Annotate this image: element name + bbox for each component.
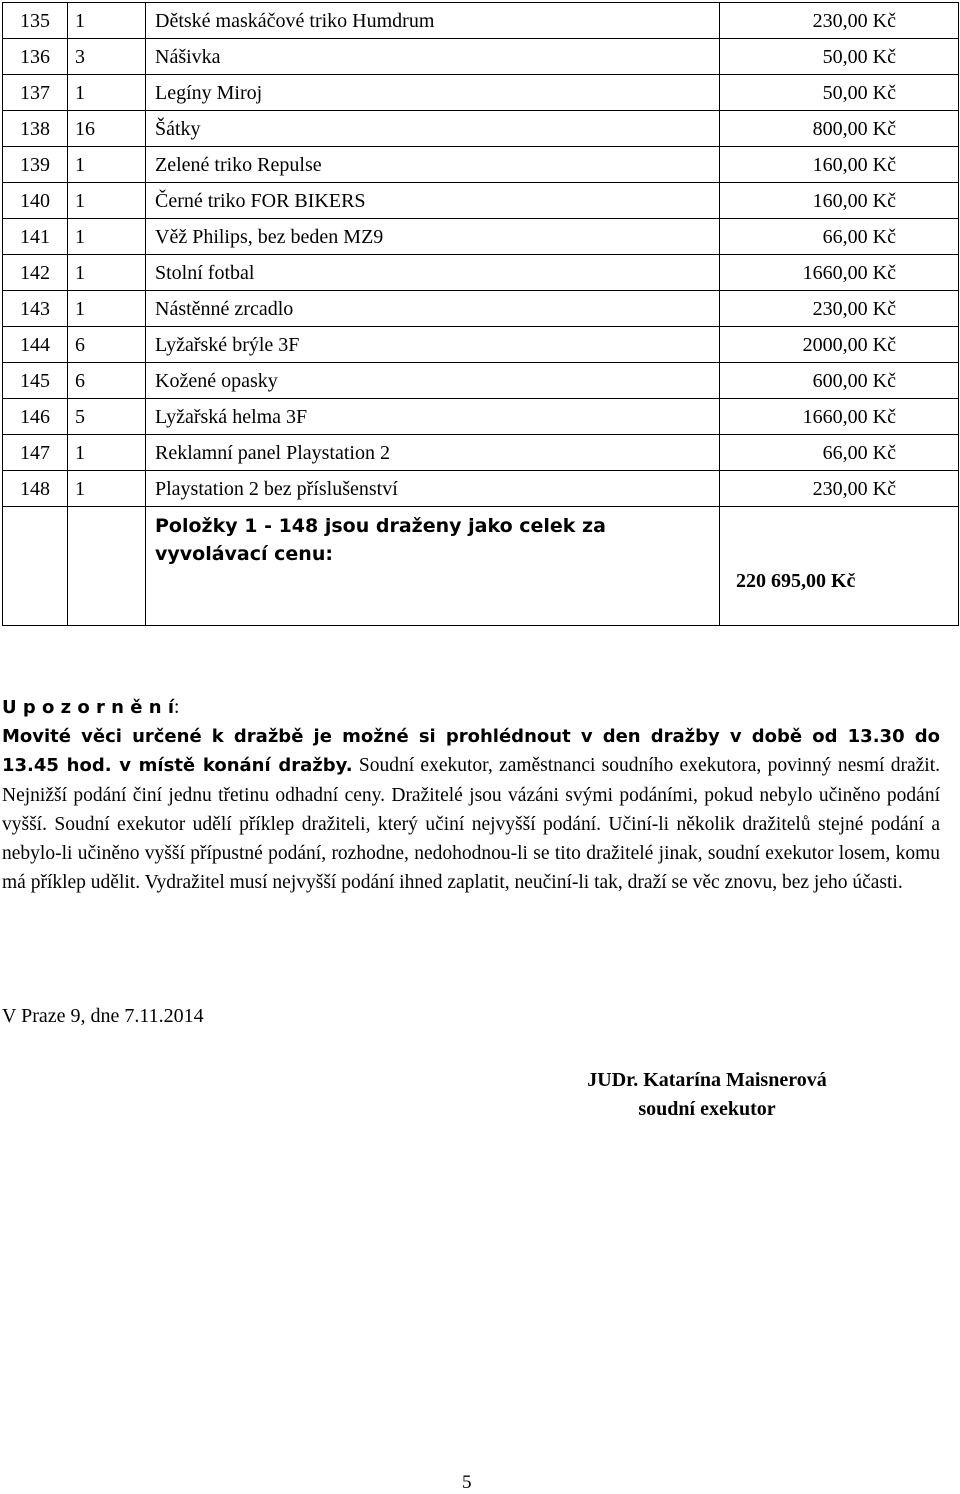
- item-price: 800,00 Kč: [720, 111, 959, 147]
- item-quantity: 1: [68, 183, 146, 219]
- summary-label: Položky 1 - 148 jsou draženy jako celek za vyvolávací cenu:: [146, 507, 720, 626]
- signature-name: JUDr. Katarína Maisnerová: [587, 1069, 827, 1091]
- summary-empty-cell: [68, 507, 146, 626]
- item-quantity: 1: [68, 3, 146, 39]
- item-number: 140: [3, 183, 68, 219]
- item-number: 143: [3, 291, 68, 327]
- page-number: 5: [462, 1472, 472, 1493]
- items-table-body: [3, 3, 959, 507]
- signature-block: [556, 1066, 858, 1124]
- table-row: [3, 363, 959, 399]
- item-quantity: 16: [68, 111, 146, 147]
- item-price: 2000,00 Kč: [720, 327, 959, 363]
- item-description: Nášivka: [146, 39, 720, 75]
- item-description: Šátky: [146, 111, 720, 147]
- table-row: [3, 219, 959, 255]
- item-number: 136: [3, 39, 68, 75]
- table-row: [3, 327, 959, 363]
- item-number: 145: [3, 363, 68, 399]
- item-quantity: 5: [68, 399, 146, 435]
- table-row: [3, 399, 959, 435]
- item-price: 230,00 Kč: [720, 291, 959, 327]
- summary-total: 220 695,00 Kč: [720, 507, 959, 626]
- item-number: 135: [3, 3, 68, 39]
- item-price: 230,00 Kč: [720, 3, 959, 39]
- table-row: [3, 147, 959, 183]
- item-price: 50,00 Kč: [720, 39, 959, 75]
- item-quantity: 1: [68, 471, 146, 507]
- table-row: [3, 255, 959, 291]
- item-number: 148: [3, 471, 68, 507]
- table-row: [3, 183, 959, 219]
- item-description: Lyžařské brýle 3F: [146, 327, 720, 363]
- item-price: 1660,00 Kč: [720, 399, 959, 435]
- table-row: [3, 291, 959, 327]
- notice-body-text: Soudní exekutor, zaměstnanci soudního exekutora, povinný nesmí dražit. Nejnižší podání činí jednu třetinu odhadní ceny. Dražitelé jsou vázáni svými podáními, pokud nebylo učiněno podání vyšší. Soudní exekutor udělí příklep dražiteli, který učiní nejvyšší podání. Učiní-li několik dražitelů stejné podání a nebylo-li učiněno vyšší přípustné podání, rozhodne, nedohodnou-li se tito dražitelé jinak, soudní exekutor losem, komu má příklep udělit. Vydražitel musí nejvyšší podání ihned zaplatit, neučiní-li tak, draží se věc znovu, bez jeho účasti.: [2, 755, 940, 894]
- item-price: 160,00 Kč: [720, 147, 959, 183]
- item-price: 50,00 Kč: [720, 75, 959, 111]
- item-description: Dětské maskáčové triko Humdrum: [146, 3, 720, 39]
- notice-bold-text: Movité věci určené k dražbě je možné si prohlédnout v den dražby v době od 13.30 do 13.45 hod. v místě konání dražby.: [2, 726, 940, 777]
- item-number: 144: [3, 327, 68, 363]
- item-number: 141: [3, 219, 68, 255]
- item-number: 137: [3, 75, 68, 111]
- item-description: Reklamní panel Playstation 2: [146, 435, 720, 471]
- item-quantity: 1: [68, 255, 146, 291]
- table-row: [3, 435, 959, 471]
- item-description: Zelené triko Repulse: [146, 147, 720, 183]
- item-description: Věž Philips, bez beden MZ9: [146, 219, 720, 255]
- item-description: Stolní fotbal: [146, 255, 720, 291]
- item-description: Lyžařská helma 3F: [146, 399, 720, 435]
- table-row: [3, 3, 959, 39]
- item-quantity: 6: [68, 363, 146, 399]
- item-quantity: 3: [68, 39, 146, 75]
- items-table: [2, 2, 959, 626]
- item-price: 1660,00 Kč: [720, 255, 959, 291]
- item-quantity: 1: [68, 291, 146, 327]
- item-price: 230,00 Kč: [720, 471, 959, 507]
- item-number: 147: [3, 435, 68, 471]
- item-number: 142: [3, 255, 68, 291]
- notice-heading-colon: :: [174, 697, 180, 718]
- summary-empty-cell: [3, 507, 68, 626]
- item-quantity: 6: [68, 327, 146, 363]
- item-quantity: 1: [68, 147, 146, 183]
- notice-heading: U p o z o r n ě n í: [2, 697, 174, 718]
- item-number: 139: [3, 147, 68, 183]
- item-price: 160,00 Kč: [720, 183, 959, 219]
- item-number: 146: [3, 399, 68, 435]
- notice-paragraph: [2, 693, 940, 897]
- item-description: Kožené opasky: [146, 363, 720, 399]
- item-quantity: 1: [68, 435, 146, 471]
- item-price: 600,00 Kč: [720, 363, 959, 399]
- table-row: [3, 39, 959, 75]
- item-description: Nástěnné zrcadlo: [146, 291, 720, 327]
- item-price: 66,00 Kč: [720, 435, 959, 471]
- item-quantity: 1: [68, 219, 146, 255]
- item-description: Playstation 2 bez příslušenství: [146, 471, 720, 507]
- item-description: Černé triko FOR BIKERS: [146, 183, 720, 219]
- table-row: [3, 471, 959, 507]
- table-row: [3, 111, 959, 147]
- summary-row: [3, 507, 959, 626]
- signature-title: soudní exekutor: [638, 1098, 776, 1120]
- table-row: [3, 75, 959, 111]
- item-description: Legíny Miroj: [146, 75, 720, 111]
- item-quantity: 1: [68, 75, 146, 111]
- item-number: 138: [3, 111, 68, 147]
- place-date: V Praze 9, dne 7.11.2014: [2, 1005, 204, 1027]
- item-price: 66,00 Kč: [720, 219, 959, 255]
